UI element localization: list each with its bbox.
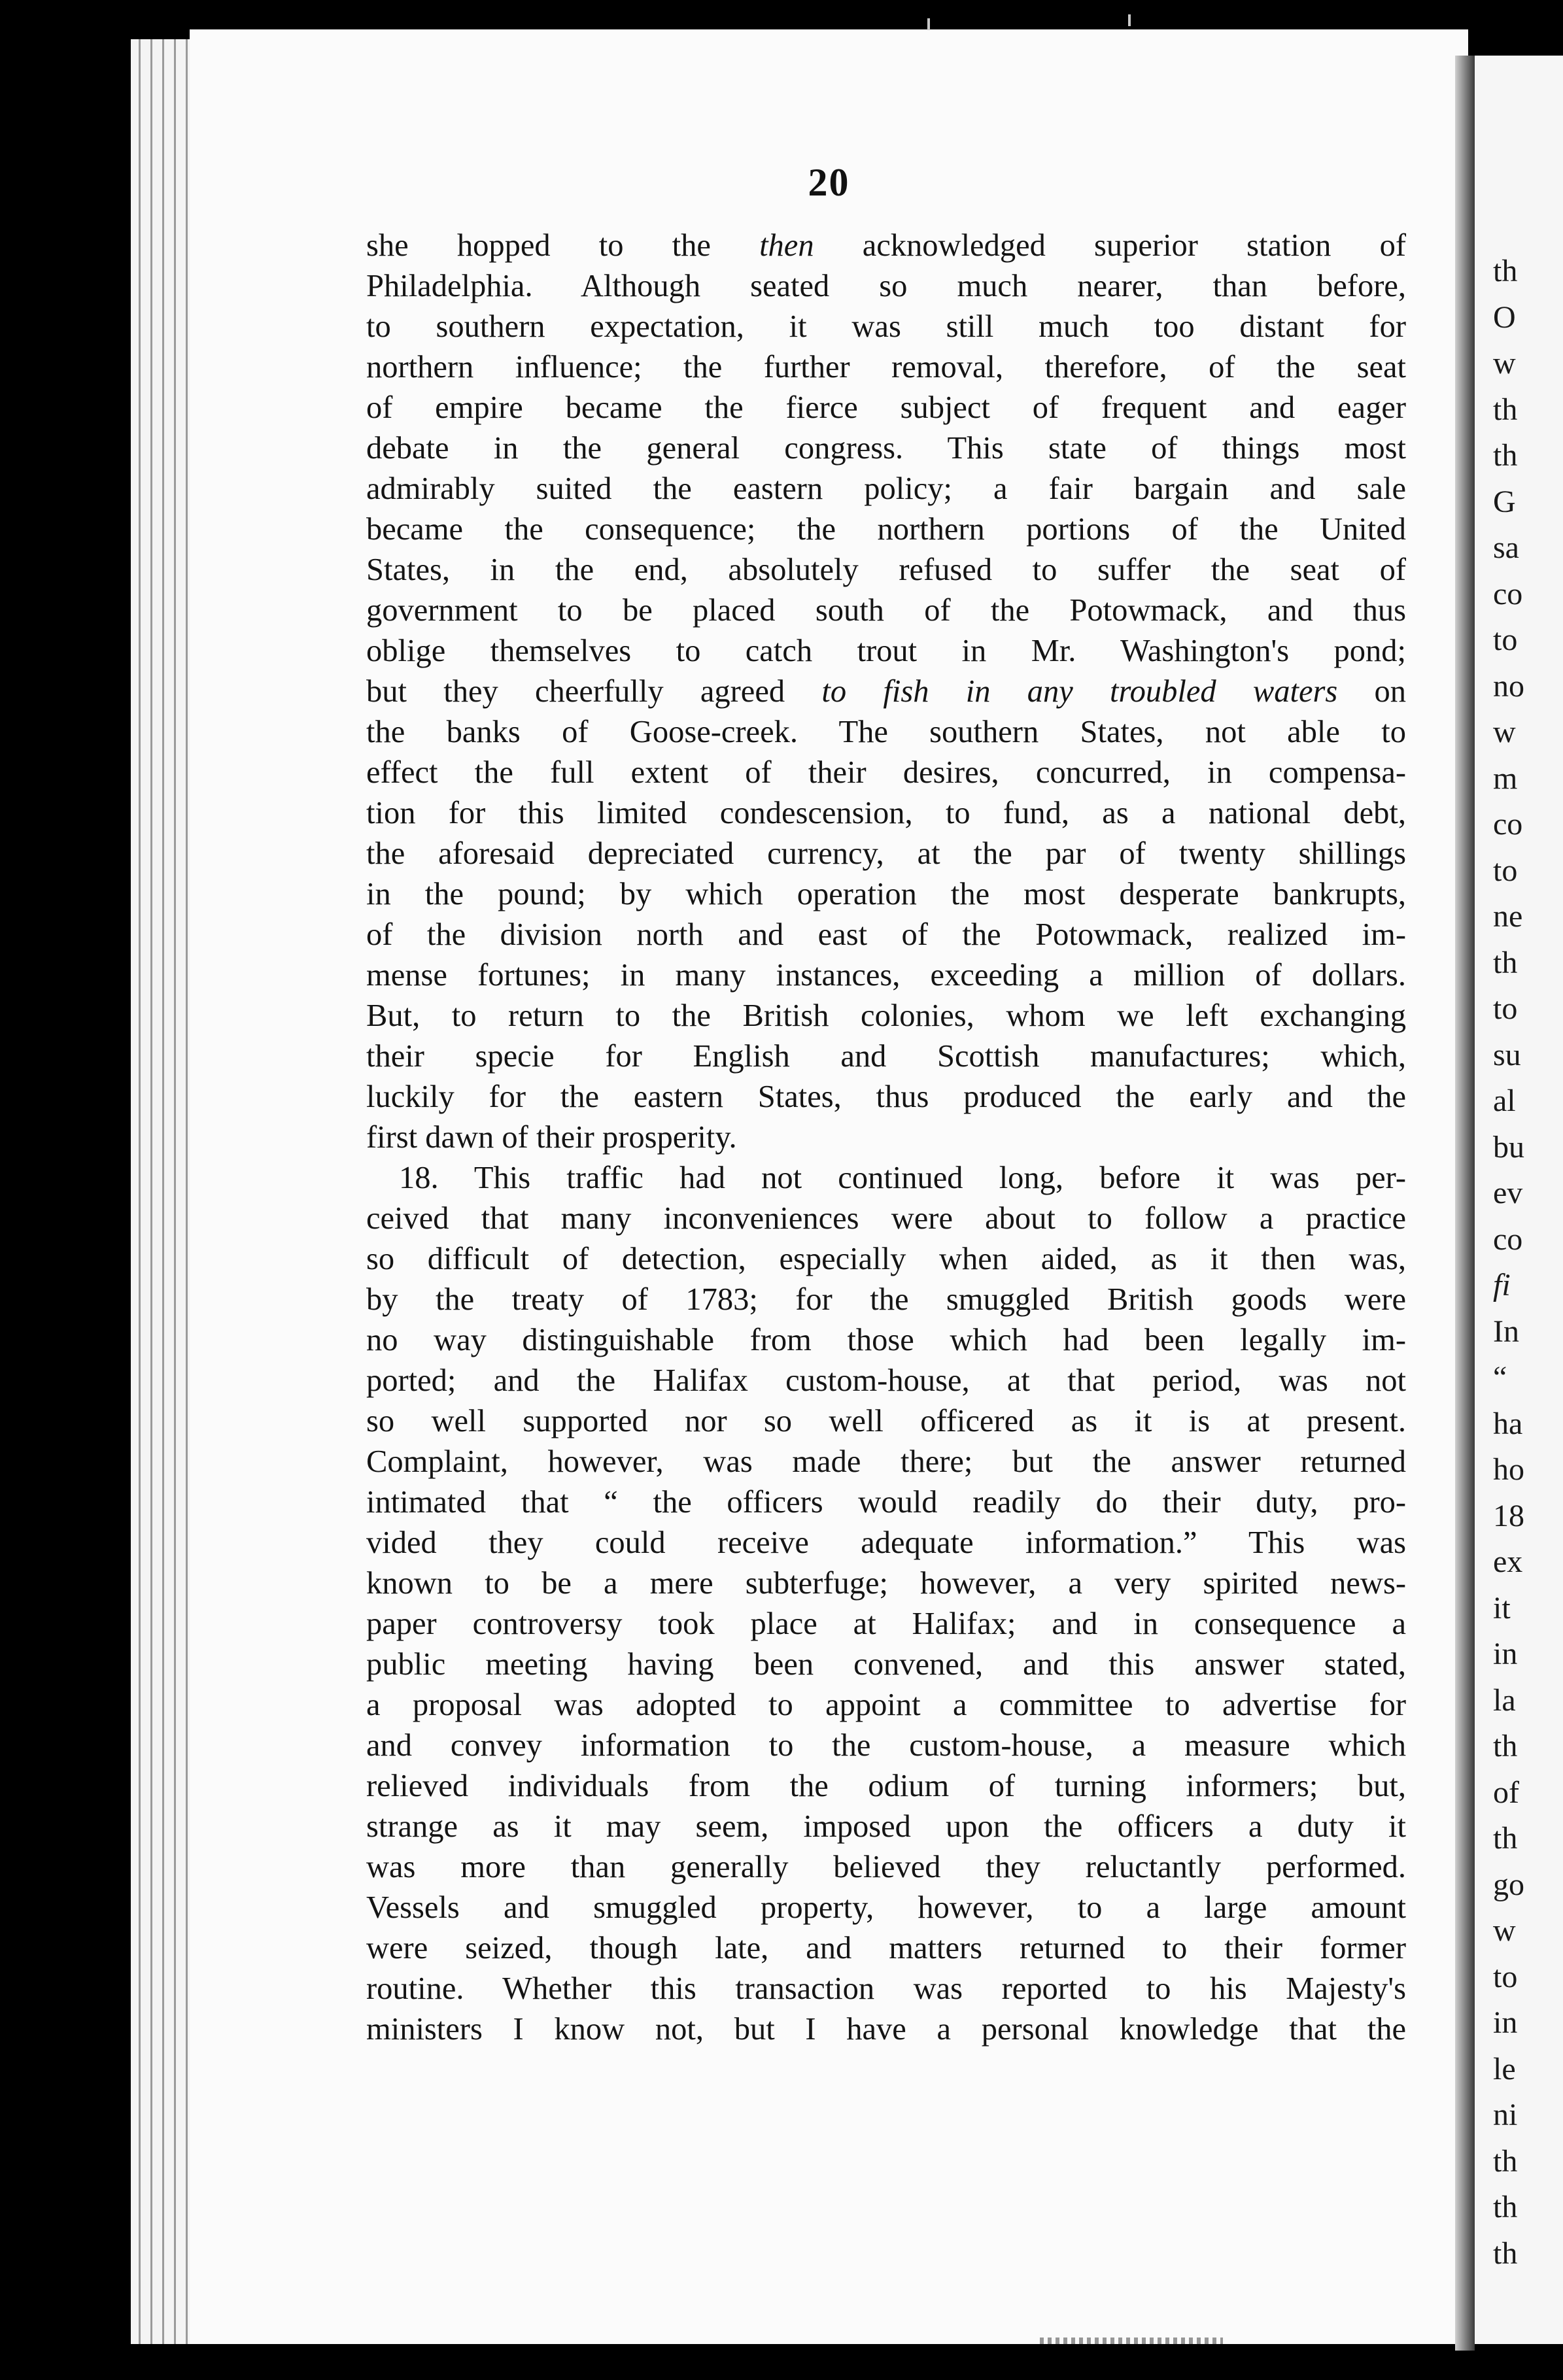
text-run: of empire became the fierce subject of frequent and eager <box>366 390 1406 425</box>
text-line <box>366 793 1406 834</box>
facing-page-fragment: to <box>1493 853 1518 888</box>
page-body-text <box>366 226 1406 2050</box>
text-run: the aforesaid depreciated currency, at the par of twenty shillings <box>366 836 1406 871</box>
text-run: ceived that many inconveniences were about to follow a practice <box>366 1201 1406 1236</box>
text-run: no way distinguishable from those which had been legally im- <box>366 1323 1406 1357</box>
text-run: and convey information to the custom-house, a measure which <box>366 1728 1406 1763</box>
text-run: to southern expectation, it was still much too distant for <box>366 309 1406 344</box>
text-run: but they cheerfully agreed <box>366 674 822 709</box>
text-line <box>366 1685 1406 1726</box>
text-line <box>366 1644 1406 1685</box>
facing-page-fragment: to <box>1493 991 1518 1026</box>
text-line <box>366 2009 1406 2050</box>
text-line <box>366 1239 1406 1280</box>
text-line <box>366 590 1406 631</box>
facing-page-fragment: th <box>1493 392 1518 427</box>
text-line <box>366 1563 1406 1604</box>
text-run: on <box>1337 674 1406 709</box>
facing-page-fragment: in <box>1493 1637 1518 1671</box>
text-line <box>366 1807 1406 1847</box>
text-run: first dawn of their prosperity. <box>366 1120 737 1155</box>
facing-page-fragment: G <box>1493 484 1516 519</box>
text-run: luckily for the eastern States, thus produced the early and the <box>366 1080 1406 1114</box>
text-run: routine. Whether this transaction was reported to his Majesty's <box>366 1971 1406 2006</box>
text-line <box>366 226 1406 266</box>
text-run: was more than generally believed they reluctantly performed. <box>366 1850 1406 1884</box>
text-run: tion for this limited condescension, to fund, as a national debt, <box>366 796 1406 830</box>
facing-page-fragment: co <box>1493 1221 1523 1257</box>
text-run: northern influence; the further removal, therefore, of the seat <box>366 350 1406 384</box>
facing-page-fragment: no <box>1493 668 1524 704</box>
facing-page-fragment: in <box>1493 2005 1518 2040</box>
page-edge-line <box>139 39 141 2344</box>
text-line <box>366 469 1406 509</box>
facing-page-fragment: ho <box>1493 1452 1524 1487</box>
facing-page-fragment: fi <box>1493 1268 1511 1302</box>
page-edge-line <box>186 39 188 2344</box>
text-line <box>366 874 1406 915</box>
text-line <box>366 550 1406 590</box>
text-run: Philadelphia. Although seated so much nearer, than before, <box>366 269 1406 303</box>
facing-page-fragment: 18 <box>1493 1498 1524 1533</box>
facing-page-fragment: it <box>1493 1590 1511 1625</box>
text-run: acknowledged superior station of <box>814 228 1406 263</box>
text-line <box>366 307 1406 347</box>
text-run: in the pound; by which operation the most desperate bankrupts, <box>366 877 1406 911</box>
text-line <box>366 1036 1406 1077</box>
facing-page-fragment: to <box>1493 622 1518 657</box>
text-run: But, to return to the British colonies, whom we left exchanging <box>366 998 1406 1033</box>
text-line <box>366 1888 1406 1928</box>
text-line <box>366 509 1406 550</box>
facing-page-fragment: ex <box>1493 1544 1523 1579</box>
text-line <box>366 428 1406 469</box>
text-run: ministers I know not, but I have a personal knowledge that the <box>366 2012 1406 2047</box>
text-run: oblige themselves to catch trout in Mr. Washington's pond; <box>366 634 1406 668</box>
text-line <box>366 1361 1406 1401</box>
page-edge-line <box>162 39 164 2344</box>
text-line <box>366 1077 1406 1117</box>
facing-page-fragment: In <box>1493 1314 1519 1349</box>
text-run: effect the full extent of their desires, concurred, in compensa- <box>366 755 1406 790</box>
italic-text-run: then <box>759 228 814 263</box>
facing-page-fragment: ne <box>1493 899 1523 934</box>
text-run: ported; and the Halifax custom-house, at that period, was not <box>366 1363 1406 1398</box>
text-line <box>366 1523 1406 1563</box>
facing-page-fragment: la <box>1493 1682 1516 1718</box>
text-line <box>366 1198 1406 1239</box>
text-run: so well supported nor so well officered as it is at present. <box>366 1404 1406 1438</box>
text-run: of the division north and east of the Potowmack, realized im- <box>366 917 1406 952</box>
text-line <box>366 1442 1406 1482</box>
page-edge-line <box>150 39 152 2344</box>
text-line <box>366 955 1406 996</box>
facing-page-fragment: sa <box>1493 530 1519 565</box>
text-line <box>366 1158 1406 1198</box>
facing-page-fragment: O <box>1493 299 1516 335</box>
text-run: admirably suited the eastern policy; a fair bargain and sale <box>366 471 1406 506</box>
text-run: so difficult of detection, especially when aided, as it then was, <box>366 1242 1406 1276</box>
facing-page-fragment: ni <box>1493 2098 1518 2132</box>
text-line <box>366 1766 1406 1807</box>
text-line <box>366 1401 1406 1442</box>
text-line <box>366 834 1406 874</box>
facing-page-fragment: ha <box>1493 1406 1523 1441</box>
text-run: by the treaty of 1783; for the smuggled British goods were <box>366 1282 1406 1317</box>
text-line <box>366 1320 1406 1361</box>
scan-speck <box>1128 14 1131 26</box>
text-run: the banks of Goose-creek. The southern States, not able to <box>366 715 1406 749</box>
facing-page-fragment: su <box>1493 1037 1521 1072</box>
text-run: strange as it may seem, imposed upon the officers a duty it <box>366 1809 1406 1844</box>
facing-page-fragment: bu <box>1493 1129 1524 1164</box>
text-line <box>366 672 1406 712</box>
text-run: public meeting having been convened, and this answer stated, <box>366 1647 1406 1682</box>
text-line <box>366 388 1406 428</box>
text-run: became the consequence; the northern portions of the United <box>366 512 1406 547</box>
facing-page-fragment: th <box>1493 1821 1518 1856</box>
text-run: were seized, though late, and matters returned to their former <box>366 1931 1406 1965</box>
text-run: their specie for English and Scottish manufactures; which, <box>366 1039 1406 1074</box>
facing-page-fragment: of <box>1493 1775 1519 1810</box>
text-run: 18. This traffic had not continued long, before it was per- <box>399 1161 1406 1195</box>
facing-page-fragment: w <box>1493 715 1516 749</box>
book-gutter <box>1455 56 1475 2351</box>
text-run: debate in the general congress. This state of things most <box>366 431 1406 466</box>
text-run: relieved individuals from the odium of turning informers; but, <box>366 1769 1406 1803</box>
facing-page-fragment: m <box>1493 760 1518 796</box>
text-line <box>366 996 1406 1036</box>
facing-page-fragment: th <box>1493 438 1518 473</box>
facing-page-fragment: w <box>1493 346 1516 381</box>
text-run: intimated that “ the officers would readily do their duty, pro- <box>366 1485 1406 1520</box>
page-number: 20 <box>808 161 850 204</box>
text-run: government to be placed south of the Potowmack, and thus <box>366 593 1406 628</box>
text-line <box>366 1847 1406 1888</box>
text-line <box>366 1604 1406 1644</box>
text-line <box>366 347 1406 388</box>
facing-page-edge <box>1475 56 1563 2344</box>
page-edge-line <box>174 39 176 2344</box>
facing-page-fragment: th <box>1493 254 1518 288</box>
facing-page-fragment: co <box>1493 807 1523 842</box>
facing-page-fragment: th <box>1493 2143 1518 2179</box>
text-run: mense fortunes; in many instances, exceeding a million of dollars. <box>366 958 1406 993</box>
facing-page-fragment: co <box>1493 576 1523 611</box>
text-run: Complaint, however, was made there; but the answer returned <box>366 1444 1406 1479</box>
text-line <box>366 915 1406 955</box>
text-run: paper controversy took place at Halifax; and in consequence a <box>366 1606 1406 1641</box>
text-line <box>366 1928 1406 1969</box>
text-line <box>366 631 1406 672</box>
text-run: States, in the end, absolutely refused to suffer the seat of <box>366 552 1406 587</box>
facing-page-fragment: w <box>1493 1913 1516 1948</box>
text-run: a proposal was adopted to appoint a committee to advertise for <box>366 1688 1406 1722</box>
facing-page-fragment: th <box>1493 2190 1518 2224</box>
facing-page-fragment: ev <box>1493 1176 1523 1210</box>
text-run: known to be a mere subterfuge; however, a very spirited news- <box>366 1566 1406 1601</box>
facing-page-fragment: th <box>1493 2236 1518 2271</box>
facing-page-fragment: go <box>1493 1867 1524 1902</box>
facing-page-fragment: th <box>1493 945 1518 980</box>
text-run: Vessels and smuggled property, however, to a large amount <box>366 1890 1406 1925</box>
text-line <box>366 1482 1406 1523</box>
text-line <box>366 1726 1406 1766</box>
italic-text-run: to fish in any troubled waters <box>821 674 1338 709</box>
bottom-scan-marks <box>1040 2338 1223 2344</box>
facing-page-fragment: le <box>1493 2051 1516 2086</box>
scan-speck <box>927 18 930 30</box>
text-line <box>366 266 1406 307</box>
text-run: she hopped to the <box>366 228 760 263</box>
facing-page-fragment: to <box>1493 1959 1518 1994</box>
facing-page-fragment: “ <box>1493 1360 1507 1395</box>
facing-page-fragment: th <box>1493 1729 1518 1763</box>
text-line <box>366 1280 1406 1320</box>
facing-page-fragment: al <box>1493 1083 1516 1118</box>
text-line <box>366 1969 1406 2009</box>
text-line <box>366 712 1406 753</box>
text-run: vided they could receive adequate information.” This was <box>366 1525 1406 1560</box>
text-line <box>366 753 1406 793</box>
text-line <box>366 1117 1406 1158</box>
